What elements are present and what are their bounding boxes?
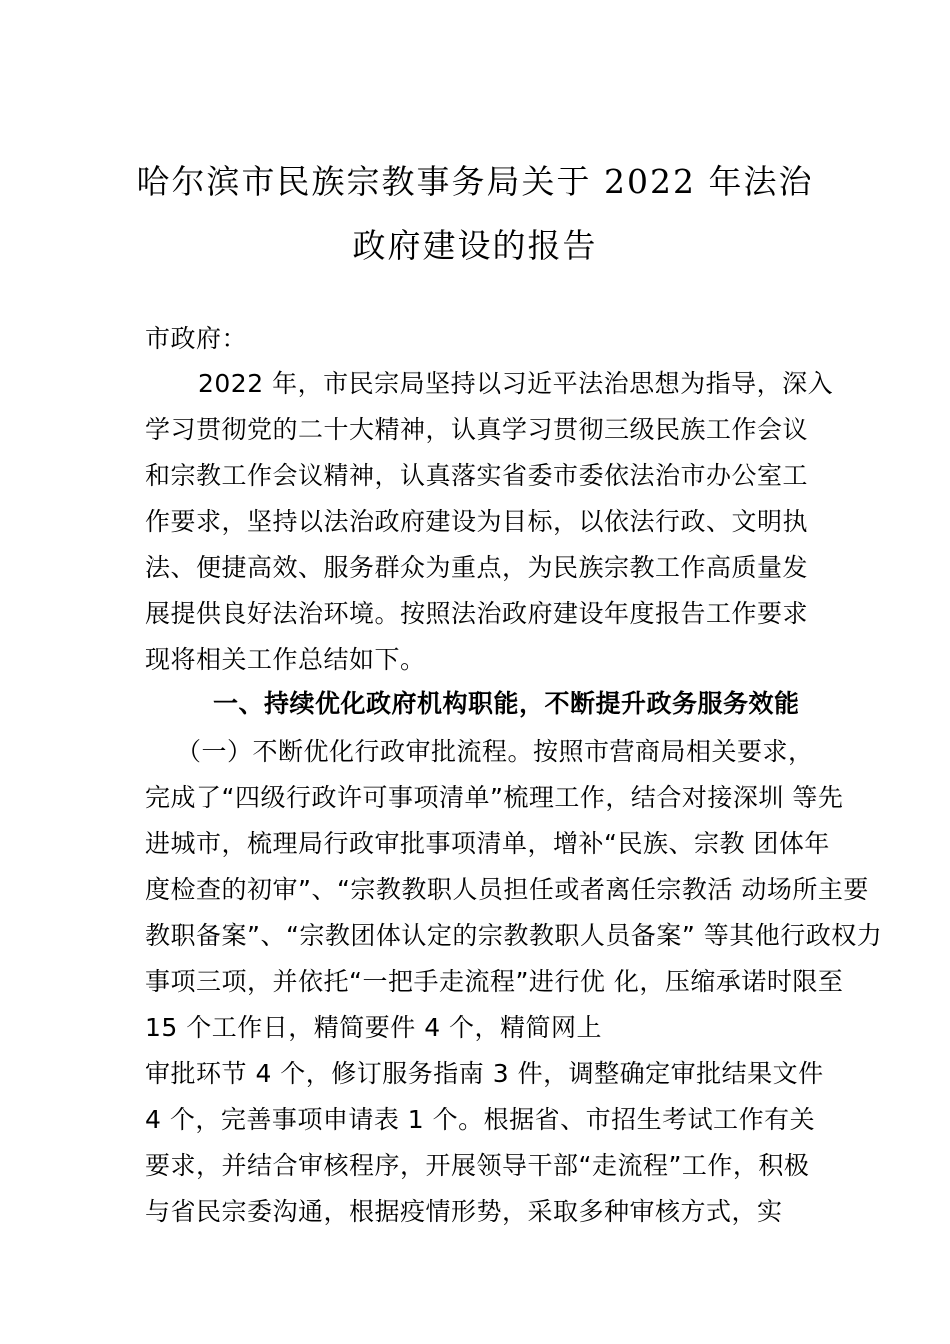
body-line: 展提供良好法治环境。按照法治政府建设年度报告工作要求 xyxy=(145,599,809,628)
section-heading: 一、持续优化政府机构职能，不断提升政务服务效能 xyxy=(213,689,800,718)
body-line: 完成了“四级行政许可事项清单”梳理工作，结合对接深圳 等先 xyxy=(145,783,844,812)
body-line: 度检查的初审”、“宗教教职人员担任或者离任宗教活 动场所主要 xyxy=(145,875,869,904)
body-line: 2022 年，市民宗局坚持以习近平法治思想为指导，深入 xyxy=(198,369,834,398)
document-title-line-1: 哈尔滨市民族宗教事务局关于 2022 年法治 xyxy=(136,162,814,201)
body-line: 教职备案”、“宗教团体认定的宗教教职人员备案” 等其他行政权力 xyxy=(145,921,883,950)
document-title-line-2: 政府建设的报告 xyxy=(352,226,598,265)
salutation: 市政府： xyxy=(145,324,248,353)
body-line: 学习贯彻党的二十大精神，认真学习贯彻三级民族工作会议 xyxy=(145,415,809,444)
body-line: 现将相关工作总结如下。 xyxy=(145,645,426,674)
body-line: 作要求，坚持以法治政府建设为目标，以依法行政、文明执 xyxy=(145,507,809,536)
body-line: 15 个工作日，精简要件 4 个，精简网上 xyxy=(145,1013,603,1042)
body-line: 与省民宗委沟通，根据疫情形势，采取多种审核方式，实 xyxy=(145,1197,783,1226)
body-line: 和宗教工作会议精神，认真落实省委市委依法治市办公室工 xyxy=(145,461,809,490)
body-line: 4 个，完善事项申请表 1 个。根据省、市招生考试工作有关 xyxy=(145,1105,816,1134)
body-line: 要求，并结合审核程序，开展领导干部“走流程”工作，积极 xyxy=(145,1151,810,1180)
body-line: （一）不断优化行政审批流程。按照市营商局相关要求， xyxy=(176,737,814,766)
body-line: 审批环节 4 个，修订服务指南 3 件，调整确定审批结果文件 xyxy=(145,1059,824,1088)
body-line: 进城市，梳理局行政审批事项清单，增补“民族、宗教 团体年 xyxy=(145,829,830,858)
body-line: 事项三项，并依托“一把手走流程”进行优 化，压缩承诺时限至 xyxy=(145,967,844,996)
body-line: 法、便捷高效、服务群众为重点，为民族宗教工作高质量发 xyxy=(145,553,809,582)
